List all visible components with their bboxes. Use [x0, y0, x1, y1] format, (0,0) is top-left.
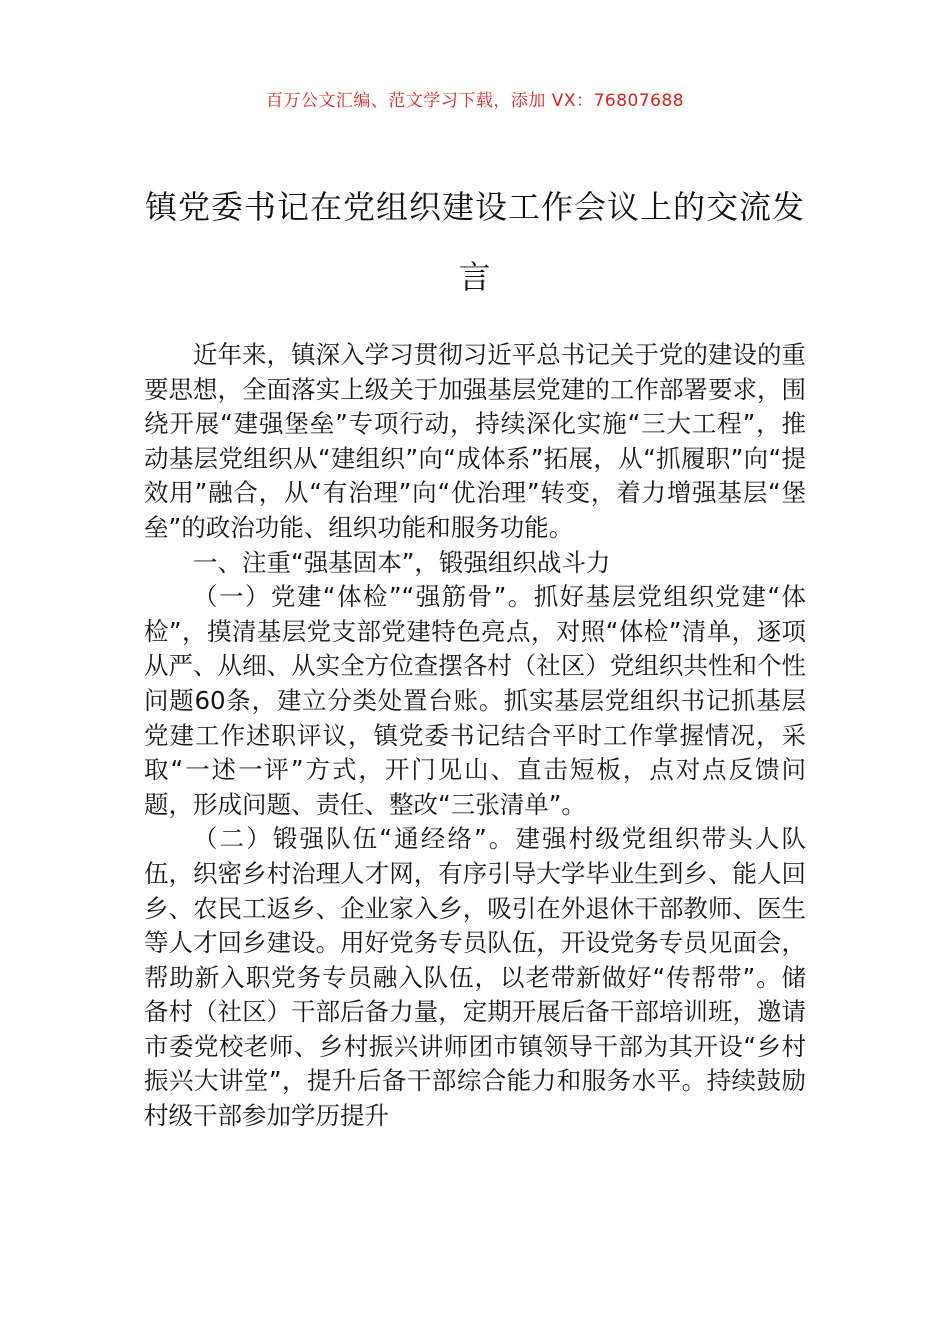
subsection-paragraph: （一）党建“体检”“强筋骨”。抓好基层党组织党建“体检”，摸清基层党支部党建特色亮点，对照“体检”清单，逐项从严、从细、从实全方位查摆各村（社区）党组织共性和个性问题60条，建立分类处置台账。抓实基层党组织书记抓基层党建工作述职评议，镇党委书记结合平时工作掌握情况，采取“一述一评”方式，开门见山、直击短板，点对点反馈问题，形成问题、责任、整改“三张清单”。 — [144, 582, 806, 819]
watermark-header: 百万公文汇编、范文学习下载，添加 VX：76807688 — [265, 91, 685, 111]
subsection-paragraph: （二）锻强队伍“通经络”。建强村级党组织带头人队伍，织密乡村治理人才网，有序引导大学毕业生到乡、能人回乡、农民工返乡、企业家入乡，吸引在外退休干部教师、医生等人才回乡建设。用好党务专员队伍，开设党务专员见面会，帮助新入职党务专员融入队伍，以老带新做好“传帮带”。储备村（社区）干部后备力量，定期开展后备干部培训班，邀请市委党校老师、乡村振兴讲师团市镇领导干部为其开设“乡村振兴大讲堂”，提升后备干部综合能力和服务水平。持续鼓励村级干部参加学历提升 — [144, 824, 806, 1131]
document-body — [144, 338, 806, 1134]
intro-paragraph: 近年来，镇深入学习贯彻习近平总书记关于党的建设的重要思想，全面落实上级关于加强基层党建的工作部署要求，围绕开展“建强堡垒”专项行动，持续深化实施“三大工程”，推动基层党组织从“建组织”向“成体系”拓展，从“抓履职”向“提效用”融合，从“有治理”向“优治理”转变，着力增强基层“堡垒”的政治功能、组织功能和服务功能。 — [144, 340, 806, 542]
document-title: 镇党委书记在党组织建设工作会议上的交流发言 — [144, 188, 805, 296]
section-heading: 一、注重“强基固本”，锻强组织战斗力 — [193, 547, 611, 577]
